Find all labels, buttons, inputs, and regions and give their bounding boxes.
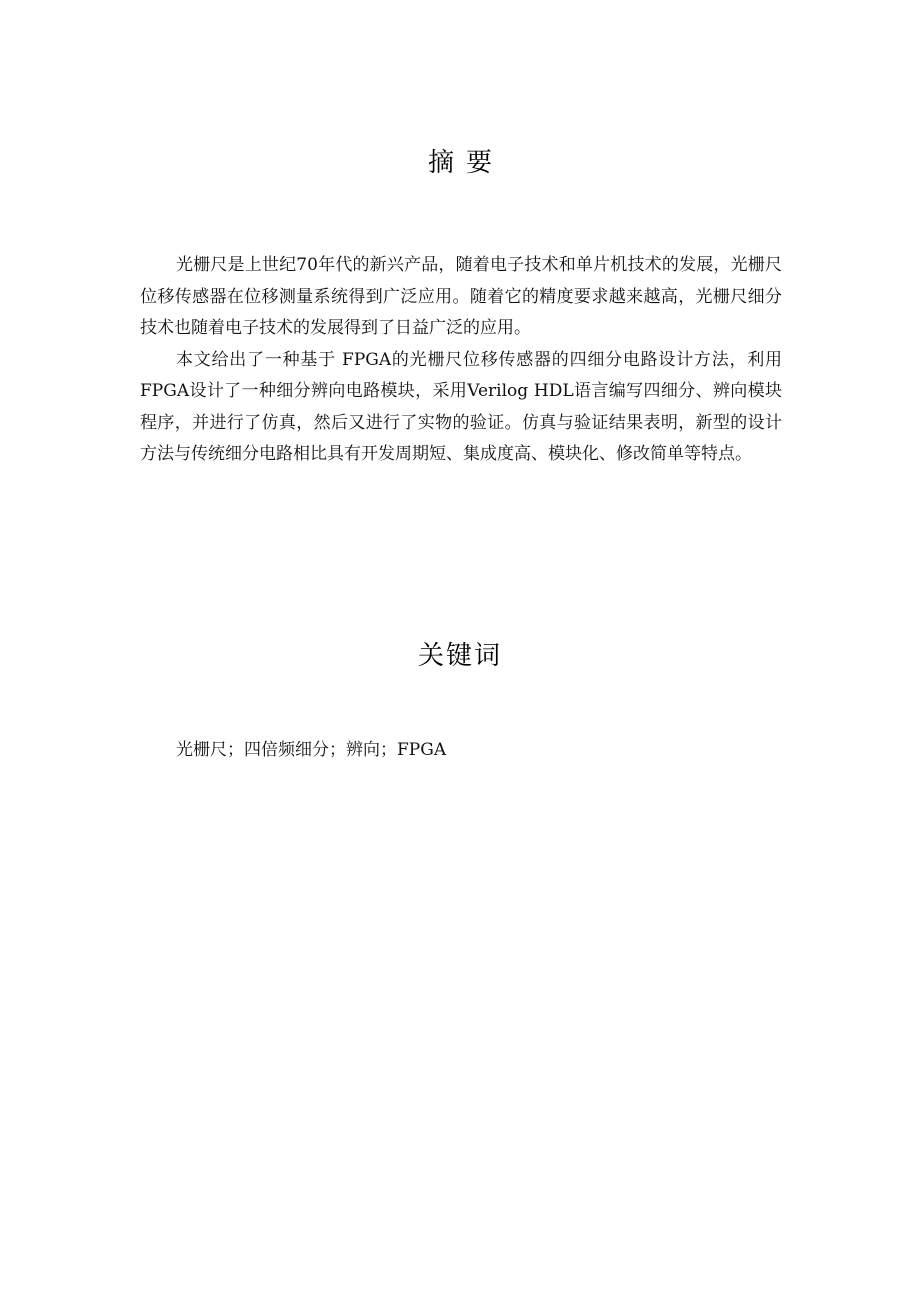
abstract-heading: 摘要 xyxy=(427,148,504,178)
abstract-paragraph-2: 本文给出了一种基于 FPGA的光栅尺位移传感器的四细分电路设计方法，利用FPGA设计了一种细分辨向电路模块，采用Verilog HDL语言编写四细分、辨向模块程序，并进行了仿真，然后又进行了实物的验证。仿真与验证结果表明，新型的设计方法与传统细分电路相比具有开发周期短、集成度高、模块化、修改简单等特点。 xyxy=(140,349,782,464)
keywords-list: 光栅尺；四倍频细分；辨向；FPGA xyxy=(176,740,447,760)
keywords-heading: 关键词 xyxy=(417,641,502,671)
abstract-body xyxy=(140,250,782,471)
abstract-paragraph-1: 光栅尺是上世纪70年代的新兴产品，随着电子技术和单片机技术的发展，光栅尺位移传感器在位移测量系统得到广泛应用。随着它的精度要求越来越高，光栅尺细分技术也随着电子技术的发展得到了日益广泛的应用。 xyxy=(140,255,782,338)
